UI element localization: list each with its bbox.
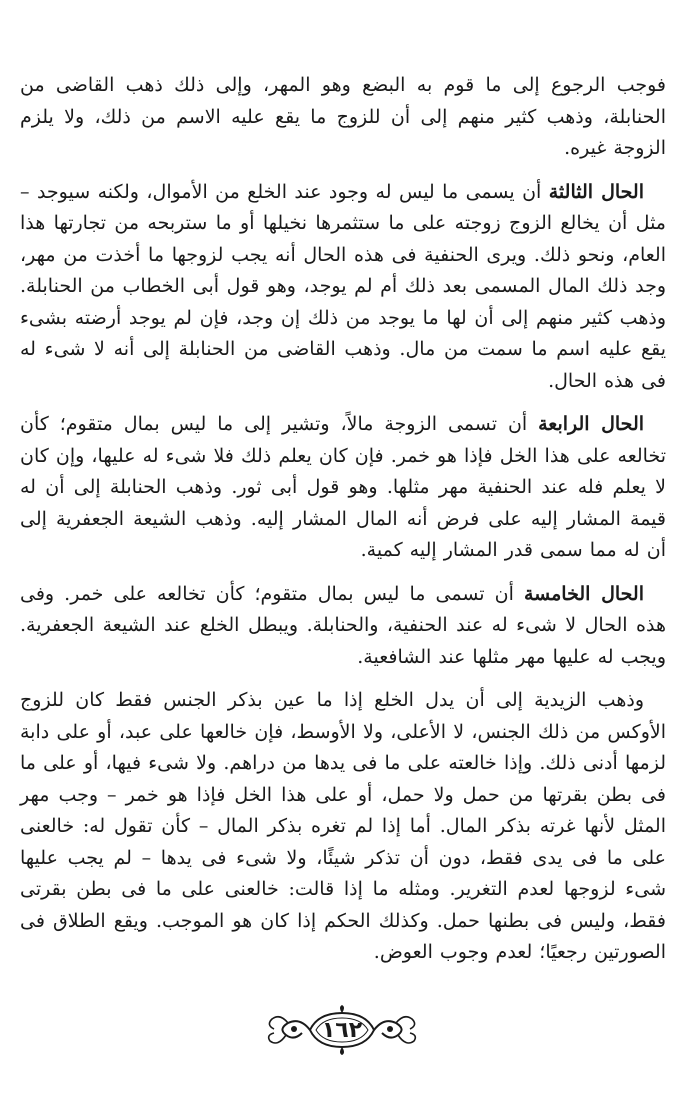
paragraph-text: أن تسمى الزوجة مالاً، وتشير إلى ما ليس بمال متقوم؛ كأن تخالعه على هذا الخل فإذا هو خمر. فإن كان يعلم ذلك فلا شىء له عليها، وإن كان لا يعلم فله عند الحنفية مهر مثلها. وهو قول أبى ثور. وذهب الحنابلة إلى أن له قيمة المشار إليه على فرض أنه المال المشار إليه. وذهب الشيعة الجعفرية إلى أن له مما سمى قدر المشار إليه كمية. <box>20 413 666 561</box>
paragraph-text: أن يسمى ما ليس له وجود عند الخلع من الأموال، ولكنه سيوجد – مثل أن يخالع الزوج زوجته على ما ستثمرها نخيلها أو ما ستربحه من تجارتها هذا العام، ونحو ذلك. ويرى الحنفية فى هذه الحال أنه يجب لزوجها ما أخذت من مهر، وجد ذلك المال المسمى بعد ذلك أم لم يوجد، وهو قول أبى الخطاب من الحنابلة. وذهب كثير منهم إلى أن لها ما يوجد من ذلك إن وجد، فإن لم يوجد أرضته بشىء يقع عليه اسم ما سمت من مال. وذهب القاضى من الحنابلة إلى أنه لا شىء له فى هذه الحال. <box>20 180 666 392</box>
ornamental-frame-icon <box>262 1005 422 1055</box>
paragraph-zaydiyya <box>20 685 666 969</box>
page-footer <box>0 1005 684 1055</box>
paragraph-case-five <box>20 579 666 674</box>
page-number: ١٦٢ <box>321 1017 363 1043</box>
paragraph-continuation <box>20 70 666 165</box>
paragraph-text: وذهب الزيدية إلى أن يدل الخلع إذا ما عين بذكر الجنس فقط كان للزوج الأوكس من ذلك الجنس، لا الأعلى، ولا الأوسط، فإن خالعها على عبد، أو على دابة لزمها أدنى ذلك. وإذا خالعته على ما فى يدها من دراهم. ولا شىء فيها، أو على ما فى بطن بقرتها من حمل ولا حمل، أو على هذا الخل فإذا هو خمر – وجب مهر المثل لأنها غرته بذكر المال. أما إذا لم تغره بذكر المال – كأن تقول له: خالعنى على ما فى يدى فقط، دون أن تذكر شيئًا، ولا شىء فى يدها – لم يجب عليها شىء لزوجها لعدم التغرير. ومثله ما إذا قالت: خالعنى على ما فى بطن بقرتى فقط، وليس فى بطنها حمل. وكذلك الحكم إذا كان هو الموجب. ويقع الطلاق فى الصورتين رجعيًا؛ لعدم وجوب العوض. <box>20 689 666 963</box>
case-heading: الحال الرابعة <box>538 413 645 435</box>
paragraph-case-four <box>20 409 666 567</box>
paragraph-case-three <box>20 177 666 398</box>
paragraph-text: أن تسمى ما ليس بمال متقوم؛ كأن تخالعه على خمر. وفى هذه الحال لا شىء له عند الحنفية، والحنابلة. ويبطل الخلع عند الشيعة الجعفرية. ويجب له عليها مهر مثلها عند الشافعية. <box>20 582 666 668</box>
paragraph-text: فوجب الرجوع إلى ما قوم به البضع وهو المهر، وإلى ذلك ذهب القاضى من الحنابلة، وذهب كثير منهم إلى أن للزوج ما يقع عليه الاسم من ذلك، ولا يلزم الزوجة غيره. <box>20 74 666 159</box>
case-heading: الحال الخامسة <box>523 582 645 605</box>
case-heading: الحال الثالثة <box>548 180 644 203</box>
